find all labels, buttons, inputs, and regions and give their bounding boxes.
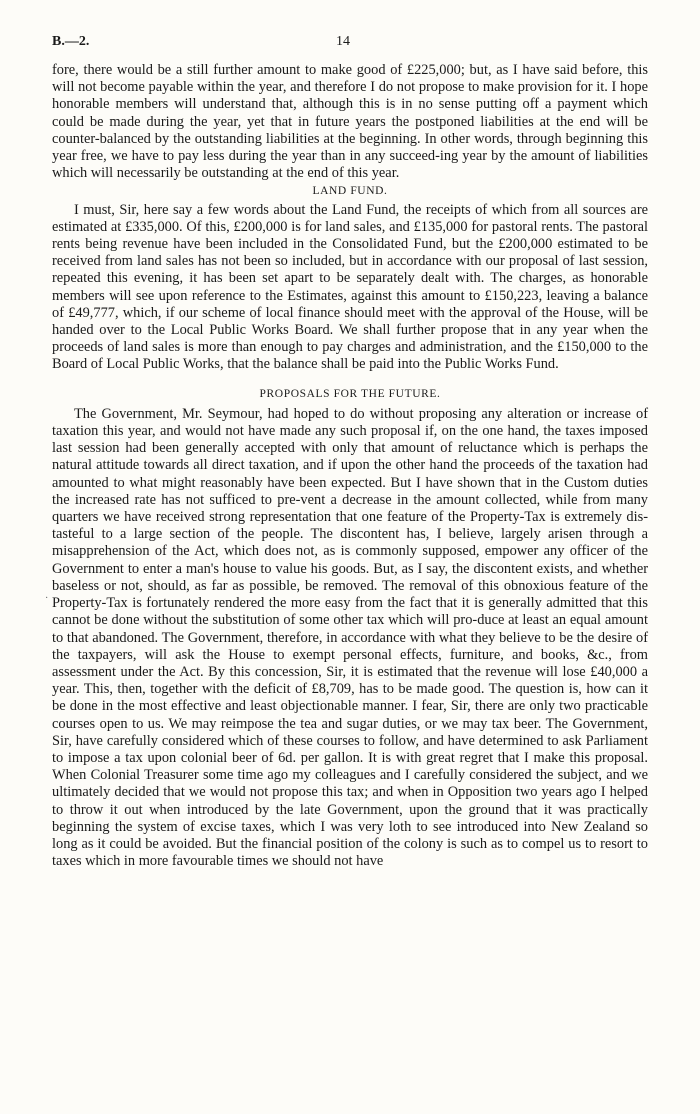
document-body xyxy=(52,62,648,870)
paragraph-land-fund: I must, Sir, here say a few words about the Land Fund, the receipts of which from all sources are estimated at £335,000. Of this, £200,000 is for land sales, and £135,000 for pastoral rents. The pastoral rents being revenue have been included in the Consolidated Fund, but the £200,000 estimated to be received from land sales has not been so included, but in accordance with our proposal of last session, repeated this evening, it has been set apart to be separately dealt with. The charges, as honorable members will see upon reference to the Estimates, against this amount to £150,223, leaving a balance of £49,777, which, if our scheme of local finance should meet with the approval of the House, will be handed over to the Local Public Works Board. We shall further propose that in any year when the proceeds of land sales is more than enough to pay charges and administration, and the £150,000 to the Board of Local Public Works, that the balance shall be paid into the Public Works Fund. xyxy=(52,201,648,373)
section-heading-land-fund: LAND FUND. xyxy=(312,185,388,198)
section-heading-proposals: PROPOSALS FOR THE FUTURE. xyxy=(259,387,441,400)
page-header xyxy=(52,34,648,56)
document-page xyxy=(52,34,648,870)
margin-mark: · xyxy=(45,593,49,604)
page-number: 14 xyxy=(336,34,350,49)
paragraph-proposals: The Government, Mr. Seymour, had hoped to do without proposing any alteration or increase of taxation this year, and would not have made any such proposal if, on the one hand, the taxes imposed last session had been generally accepted with only that amount of reluctance which is perhaps the natural attitude towards all direct taxation, and if upon the other hand the proceeds of the taxation had amounted to what might reasonably have been expected. But I have shown that in the Custom duties the increased rate has not sufficed to pre-vent a decrease in the amount collected, while from many quarters we have received strong representation that one feature of the Property-Tax is extremely dis-tasteful to a large section of the people. The discontent has, I believe, largely arisen through a misapprehension of the Act, which does not, as is commonly supposed, empower any officer of the Government to enter a man's house to value his goods. But, as I say, the discontent exists, and whether baseless or not, should, as far as possible, be removed. The removal of this obnoxious feature of the Property-Tax is fortunately rendered the more easy from the fact that it is generally admitted that this cannot be done without the substitution of some other tax which will pro-duce at least an equal amount to that abandoned. The Government, therefore, in accordance with what they believe to be the desire of the taxpayers, will ask the House to exempt personal effects, furniture, and books, &c., from assessment under the Act. By this concession, Sir, it is estimated that the revenue will lose £40,000 a year. This, then, together with the deficit of £8,709, has to be made good. The question is, how can it be done in the most effective and least objectionable manner. I fear, Sir, there are only two practicable courses open to us. We may reimpose the tea and sugar duties, or we may tax beer. The Government, Sir, have carefully considered which of these courses to follow, and have determined to ask Parliament to impose a tax upon colonial beer of 6d. per gallon. It is with great regret that I make this proposal. When Colonial Treasurer some time ago my colleagues and I carefully considered the subject, and we ultimately decided that we would not propose this tax; and when in Opposition two years ago I helped to throw it out when introduced by the late Government, upon the ground that it was practically beginning the system of excise taxes, which I was very loth to see introduced into New Zealand so long as it could be avoided. But the financial position of the colony is such as to compel us to resort to taxes which in more favourable times we should not have xyxy=(52,405,648,870)
document-reference: B.—2. xyxy=(52,34,90,49)
paragraph-continued: fore, there would be a still further amount to make good of £225,000; but, as I have said before, this will not become payable within the year, and therefore I do not propose to make provision for it. I hope honorable members will understand that, although this is in no sense putting off a payment which could be made during the year, yet that in future years the postponed liabilities at the end will be counter-balanced by the outstanding liabilities at the beginning. In other words, through beginning this year free, we have to pay less during the year than in any succeed-ing year by the amount of liabilities which will necessarily be outstanding at the end of this year. xyxy=(52,62,648,182)
